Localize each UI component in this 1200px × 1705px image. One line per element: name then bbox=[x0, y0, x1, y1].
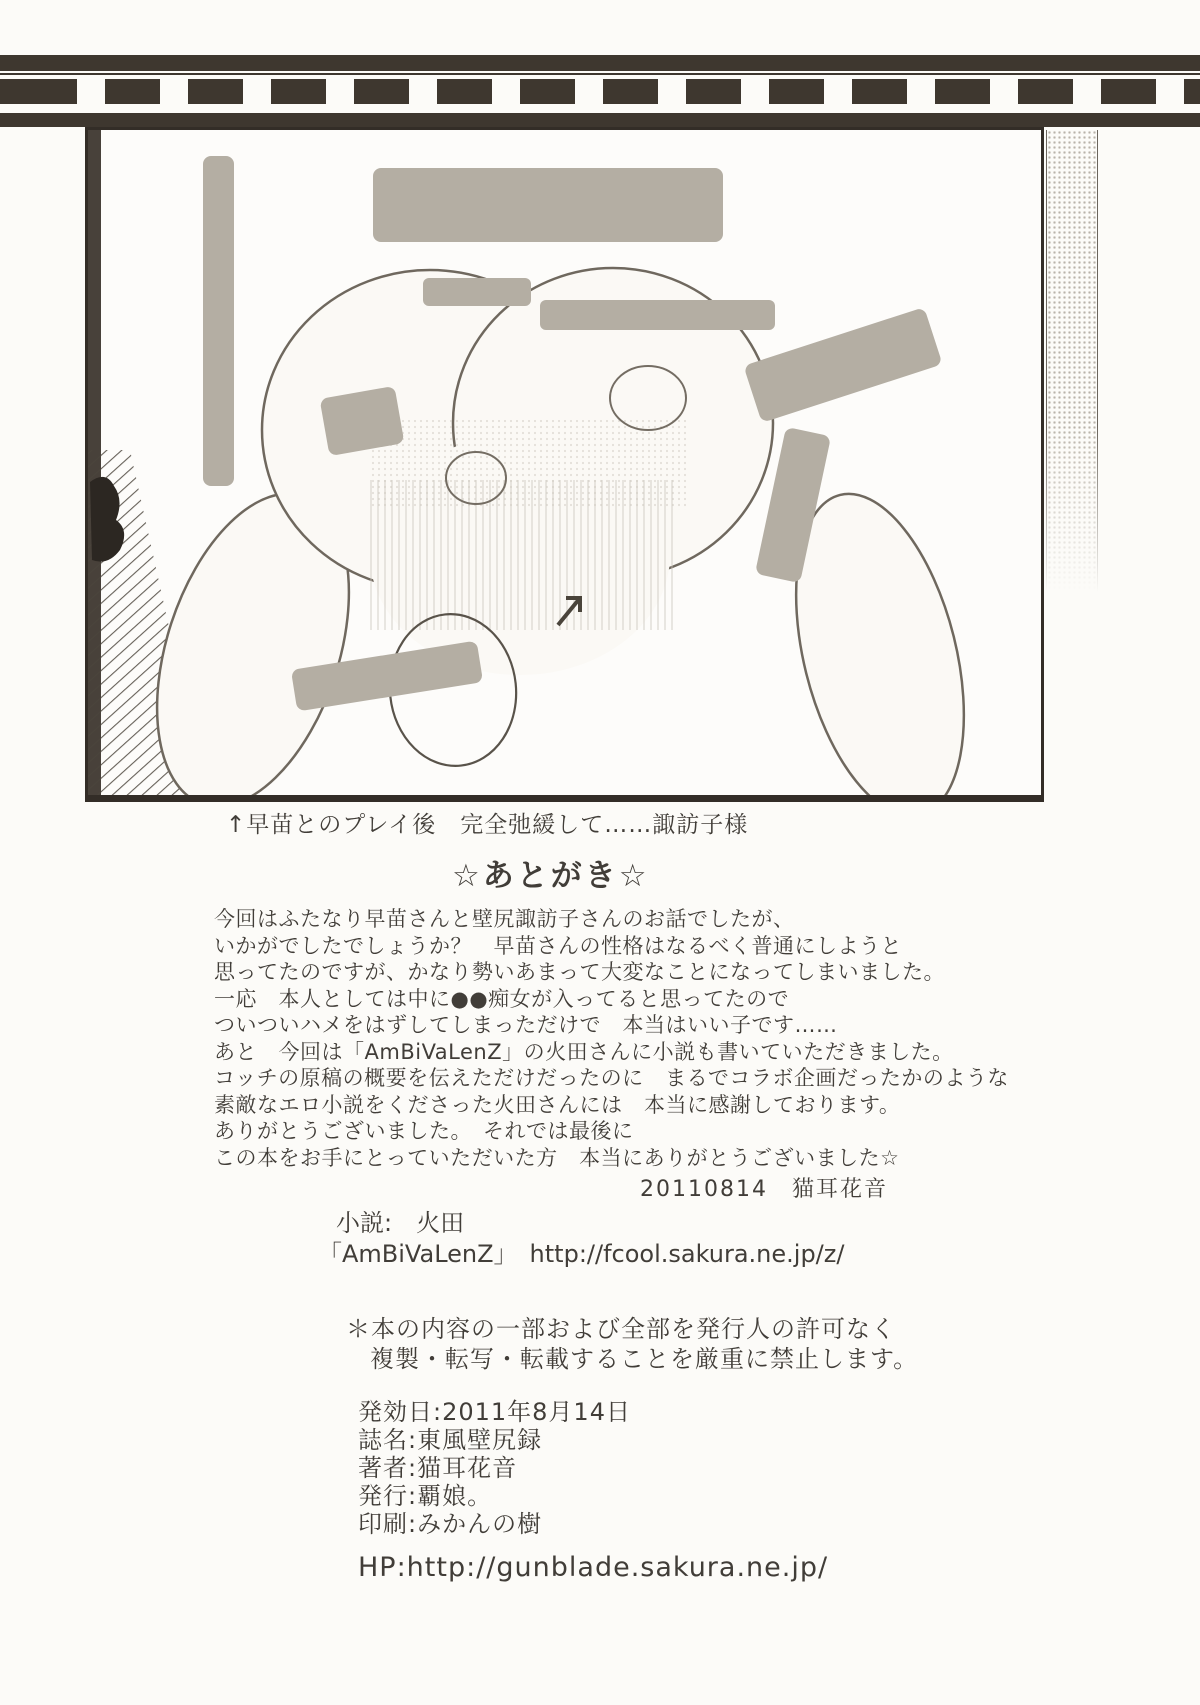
redacted-subtitle-text-2 bbox=[540, 300, 775, 330]
notice-line: ＊本の内容の一部および全部を発行人の許可なく bbox=[346, 1315, 896, 1343]
redacted-vertical-text bbox=[203, 156, 234, 486]
top-border-bar-upper bbox=[0, 55, 1200, 71]
colophon-line-printer: 印刷:みかんの樹 bbox=[358, 1510, 543, 1538]
afterword-line: いかがでしたでしょうか？ 早苗さんの性格はなるべく普通にしようと bbox=[214, 933, 902, 958]
afterword-line: この本をお手にとっていただいた方 本当にありがとうございました☆ bbox=[214, 1145, 900, 1170]
credits-block bbox=[318, 1208, 844, 1270]
illustration-panel bbox=[85, 127, 1044, 802]
afterword-line: 素敵なエロ小説をくださった火田さんには 本当に感謝しております。 bbox=[214, 1092, 901, 1117]
afterword-line: ありがとうございました。 それでは最後に bbox=[214, 1119, 634, 1143]
afterword-line: 今回はふたなり早苗さんと壁尻諏訪子さんのお話でしたが、 bbox=[214, 907, 795, 931]
top-border-thin-line bbox=[0, 73, 1200, 75]
afterword-heading: ☆あとがき☆ bbox=[452, 858, 650, 894]
screentone-strip bbox=[1046, 130, 1098, 790]
credits-circle-line: 「AmBiVaLenZ」 http://fcool.sakura.ne.jp/z/ bbox=[318, 1240, 845, 1268]
afterword-line: ついついハメをはずしてしまっただけで 本当はいい子です…… bbox=[214, 1013, 838, 1037]
colophon-line-publisher: 発行:覇娘。 bbox=[358, 1482, 493, 1510]
afterword-signoff: 20110814 猫耳花音 bbox=[640, 1177, 888, 1202]
afterword-line: あと 今回は「AmBiVaLenZ」の火田さんに小説も書いていただきました。 bbox=[214, 1039, 954, 1064]
afterword-line: コッチの原稿の概要を伝えただけだったのに まるでコラボ企画だったかのような bbox=[214, 1066, 1009, 1090]
top-border-dash-row bbox=[0, 79, 1200, 104]
credits-novel-line: 小説: 火田 bbox=[336, 1209, 465, 1237]
illustration-abstract-sketch bbox=[88, 130, 1041, 795]
redacted-title-text bbox=[373, 168, 723, 242]
reproduction-notice bbox=[346, 1314, 918, 1374]
colophon-line-date: 発効日:2011年8月14日 bbox=[358, 1398, 631, 1426]
colophon-block bbox=[358, 1398, 631, 1538]
top-border-bar-lower bbox=[0, 113, 1200, 127]
colophon-line-author: 著者:猫耳花音 bbox=[358, 1454, 518, 1482]
afterword-line: 思ってたのですが、かなり勢いあまって大変なことになってしまいました。 bbox=[214, 960, 945, 984]
afterword-paragraph bbox=[214, 906, 1009, 1171]
homepage-line: HP:http://gunblade.sakura.ne.jp/ bbox=[358, 1552, 829, 1583]
shading-halftone-dots bbox=[368, 420, 688, 510]
notice-line: 複製・転写・転載することを厳重に禁止します。 bbox=[370, 1345, 919, 1373]
panel-caption: ↑早苗とのプレイ後 完全弛緩して……諏訪子様 bbox=[226, 812, 749, 838]
redacted-subtitle-text-1 bbox=[423, 278, 531, 306]
colophon-line-title: 誌名:東風壁尻録 bbox=[358, 1426, 543, 1454]
afterword-line: 一応 本人としては中に●●痴女が入ってると思ってたので bbox=[214, 986, 790, 1011]
